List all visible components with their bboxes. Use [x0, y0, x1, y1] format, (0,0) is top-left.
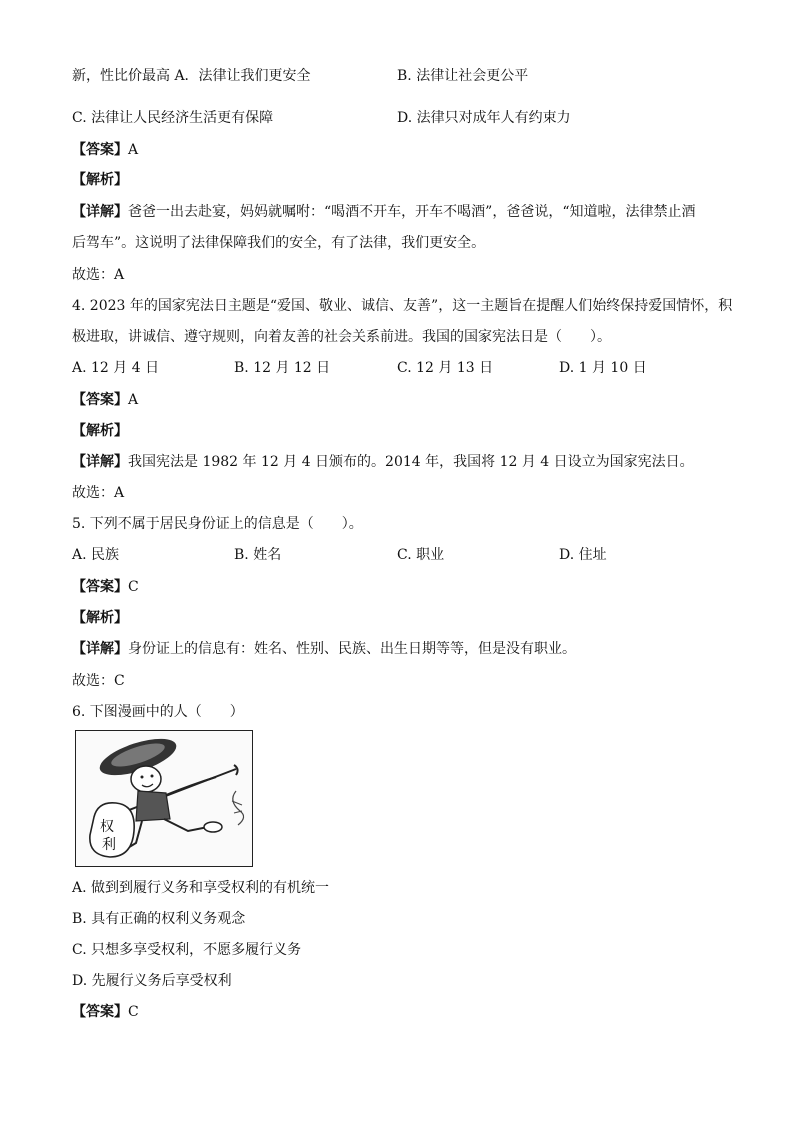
- q5-option-a: A. 民族: [72, 547, 120, 563]
- q5-option-d: D. 住址: [559, 547, 607, 563]
- q3-option-d: D. 法律只对成年人有约束力: [397, 110, 571, 126]
- q5-detail-line: [72, 639, 576, 659]
- cartoon-bag-label-2: 利: [102, 837, 116, 853]
- q3-answer-row: [72, 140, 138, 160]
- q3-option-a-line: 新，性比价最高 A．法律让我们更安全: [72, 68, 311, 84]
- q4-select: 故选：A: [72, 485, 125, 501]
- q5-select: 故选：C: [72, 673, 125, 689]
- q4-stem-line-2: 极进取，讲诚信、遵守规则，向着友善的社会关系前进。我国的国家宪法日是（ ）。: [72, 329, 611, 345]
- q5-answer-row: [72, 577, 139, 597]
- q5-option-b: B. 姓名: [234, 547, 282, 563]
- q6-option-b: B. 具有正确的权利义务观念: [72, 911, 246, 927]
- answer-tag: 【答案】: [72, 1004, 128, 1020]
- q6-stem: 6. 下图漫画中的人（ ）: [72, 704, 244, 720]
- q4-option-d: D. 1 月 10 日: [559, 360, 647, 376]
- q4-stem-line-1: 4. 2023 年的国家宪法日主题是“爱国、敬业、诚信、友善”，这一主题旨在提醒人们始终保持爱国情怀，积: [72, 298, 733, 314]
- q4-option-c: C. 12 月 13 日: [397, 360, 494, 376]
- q4-analysis-tag: 【解析】: [72, 423, 128, 439]
- detail-tag: 【详解】: [72, 454, 128, 470]
- q5-option-c: C. 职业: [397, 547, 445, 563]
- q4-detail-text: 我国宪法是 1982 年 12 月 4 日颁布的。2014 年，我国将 12 月 4 日设立为国家宪法日。: [128, 454, 694, 470]
- q6-answer: C: [128, 1004, 139, 1020]
- q3-answer: A: [128, 142, 139, 158]
- cartoon-bag-label-1: 权: [100, 819, 114, 835]
- q4-option-a: A. 12 月 4 日: [72, 360, 160, 376]
- q3-detail-text-1: 爸爸一出去赴宴，妈妈就嘱咐：“喝酒不开车，开车不喝酒”，爸爸说，“知道啦，法律禁止酒: [128, 204, 696, 220]
- q3-detail-line-1: [72, 202, 695, 222]
- q3-option-c: C. 法律让人民经济生活更有保障: [72, 110, 274, 126]
- q3-select: 故选：A: [72, 267, 125, 283]
- q4-answer-row: [72, 390, 138, 410]
- q5-answer: C: [128, 579, 139, 595]
- q6-option-a: A. 做到到履行义务和享受权利的有机统一: [72, 880, 330, 896]
- detail-tag: 【详解】: [72, 204, 128, 220]
- q4-option-b: B. 12 月 12 日: [234, 360, 331, 376]
- answer-tag: 【答案】: [72, 392, 128, 408]
- q6-answer-row: [72, 1002, 139, 1022]
- q4-answer: A: [128, 392, 139, 408]
- answer-tag: 【答案】: [72, 142, 128, 158]
- q6-option-c: C. 只想多享受权利，不愿多履行义务: [72, 942, 302, 958]
- q5-detail-text: 身份证上的信息有：姓名、性别、民族、出生日期等等，但是没有职业。: [128, 641, 576, 657]
- q6-cartoon-image: [75, 730, 253, 867]
- q3-option-b: B. 法律让社会更公平: [397, 68, 529, 84]
- q3-detail-line-2: 后驾车”。这说明了法律保障我们的安全，有了法律，我们更安全。: [72, 235, 486, 251]
- cartoon-illustration: [76, 731, 251, 865]
- q6-option-d: D. 先履行义务后享受权利: [72, 973, 232, 989]
- answer-tag: 【答案】: [72, 579, 128, 595]
- q5-stem: 5. 下列不属于居民身份证上的信息是（ ）。: [72, 516, 363, 532]
- q3-analysis-tag: 【解析】: [72, 172, 128, 188]
- q4-detail-line: [72, 452, 694, 472]
- q5-analysis-tag: 【解析】: [72, 610, 128, 626]
- detail-tag: 【详解】: [72, 641, 128, 657]
